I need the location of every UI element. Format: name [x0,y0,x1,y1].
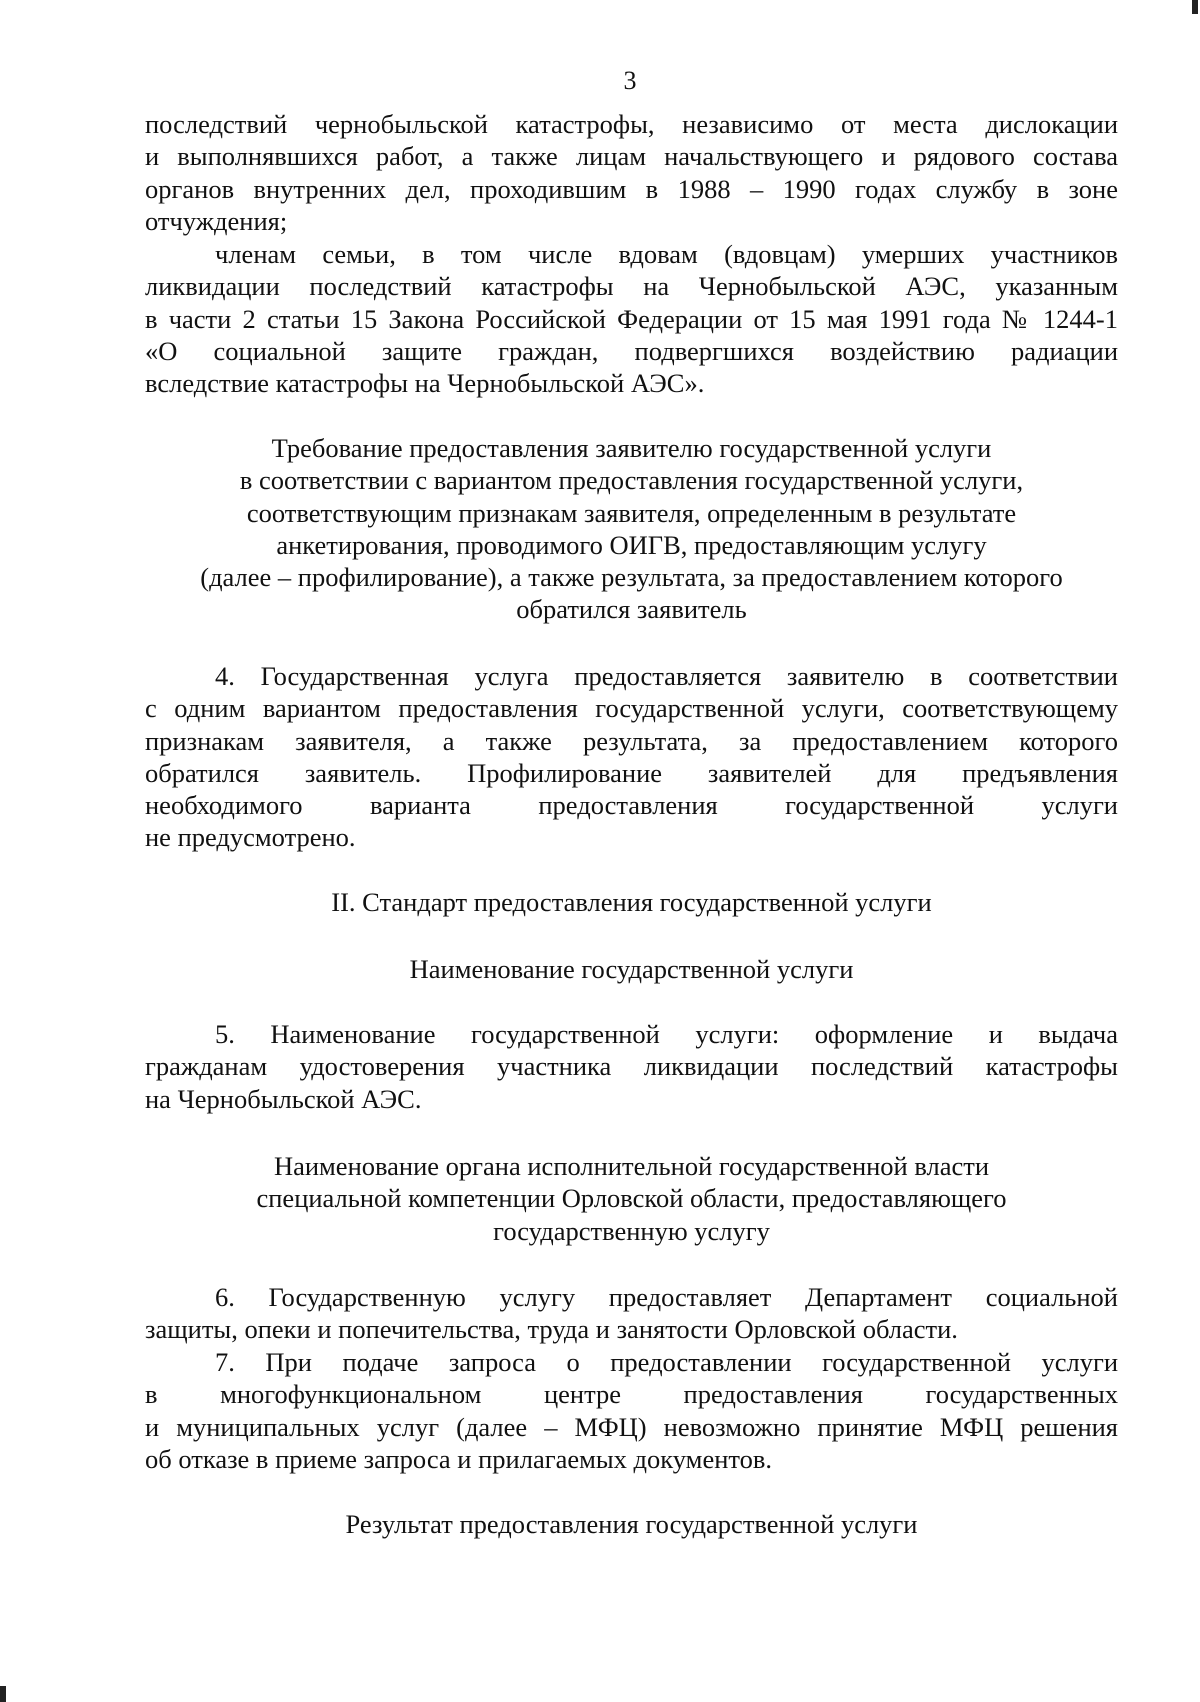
text-line: 7. При подаче запроса о предоставлении государственной услуги [215,1347,1118,1377]
page-number: 3 [623,66,637,95]
text-line: ликвидации последствий катастрофы на Чернобыльской АЭС, указанным [145,271,1118,302]
text-line: обратился заявитель. Профилирование заявителей для предъявления [145,757,1118,788]
section-title [145,886,1118,918]
text-line: гражданам удостоверения участника ликвидации последствий катастрофы [145,1051,1118,1082]
heading-service-name [145,953,1118,985]
text-line: не предусмотрено. [145,822,356,853]
paragraph-5 [145,1018,1118,1115]
text-line: необходимого варианта предоставления государственной услуги [145,790,1118,821]
heading-line: специальной компетенции Орловской области, предоставляющего [256,1183,1007,1214]
heading-line: государственную услугу [493,1215,770,1246]
heading-line: (далее – профилирование), а также результата, за предоставлением которого [200,562,1063,593]
heading-result [145,1508,1118,1540]
heading-line: анкетирования, проводимого ОИГВ, предоставляющим услугу [276,529,987,560]
text-line: «О социальной защите граждан, подвергшихся воздействию радиации [145,335,1118,366]
paragraph-7 [145,1346,1118,1475]
text-line: в многофункциональном центре предоставления государственных [145,1379,1118,1410]
text-line: защиты, опеки и попечительства, труда и занятости Орловской области. [145,1314,958,1345]
text-line: органов внутренних дел, проходившим в 1988 – 1990 годах службу в зоне [145,173,1118,204]
text-line: 6. Государственную услугу предоставляет Департамент социальной [215,1282,1118,1312]
paragraph-family-members [145,238,1118,399]
heading-line: Результат предоставления государственной услуги [345,1509,918,1539]
heading-line: Наименование государственной услуги [409,954,854,984]
text-line: 5. Наименование государственной услуги: оформление и выдача [215,1019,1118,1049]
text-line: в части 2 статьи 15 Закона Российской Федерации от 15 мая 1991 года № 1244-1 [145,303,1118,334]
text-line: членам семьи, в том числе вдовам (вдовцам) умерших участников [215,239,1118,269]
heading-line: Требование предоставления заявителю государственной услуги [271,433,992,463]
text-line: отчуждения; [145,205,288,236]
text-line: и выполнявшихся работ, а также лицам начальствующего и рядового состава [145,141,1118,172]
text-line: об отказе в приеме запроса и прилагаемых документов. [145,1443,773,1474]
text-line: и муниципальных услуг (далее – МФЦ) невозможно принятие МФЦ решения [145,1411,1118,1442]
heading-requirement [145,432,1118,626]
text-line: последствий чернобыльской катастрофы, независимо от места дислокации [145,109,1118,139]
heading-line: соответствующим признакам заявителя, определенным в результате [246,497,1017,528]
paragraph-6 [145,1281,1118,1346]
text-line: признакам заявителя, а также результата, за предоставлением которого [145,725,1118,756]
text-line: с одним вариантом предоставления государственной услуги, соответствующему [145,693,1118,724]
text-line: 4. Государственная услуга предоставляется заявителю в соответствии [215,661,1118,691]
section-title-text: II. Стандарт предоставления государственной услуги [331,887,932,917]
text-line: вследствие катастрофы на Чернобыльской АЭС». [145,368,705,399]
heading-organ [145,1150,1118,1247]
paragraph-4 [145,660,1118,854]
scan-mark-top-right [1192,0,1198,14]
text-line: на Чернобыльской АЭС. [145,1083,422,1114]
scan-mark-bottom-left [0,1686,6,1702]
heading-line: в соответствии с вариантом предоставления государственной услуги, [239,465,1024,496]
heading-line: Наименование органа исполнительной государственной власти [273,1151,990,1181]
paragraph-liquidators [145,108,1118,237]
heading-line: обратился заявитель [516,594,747,625]
